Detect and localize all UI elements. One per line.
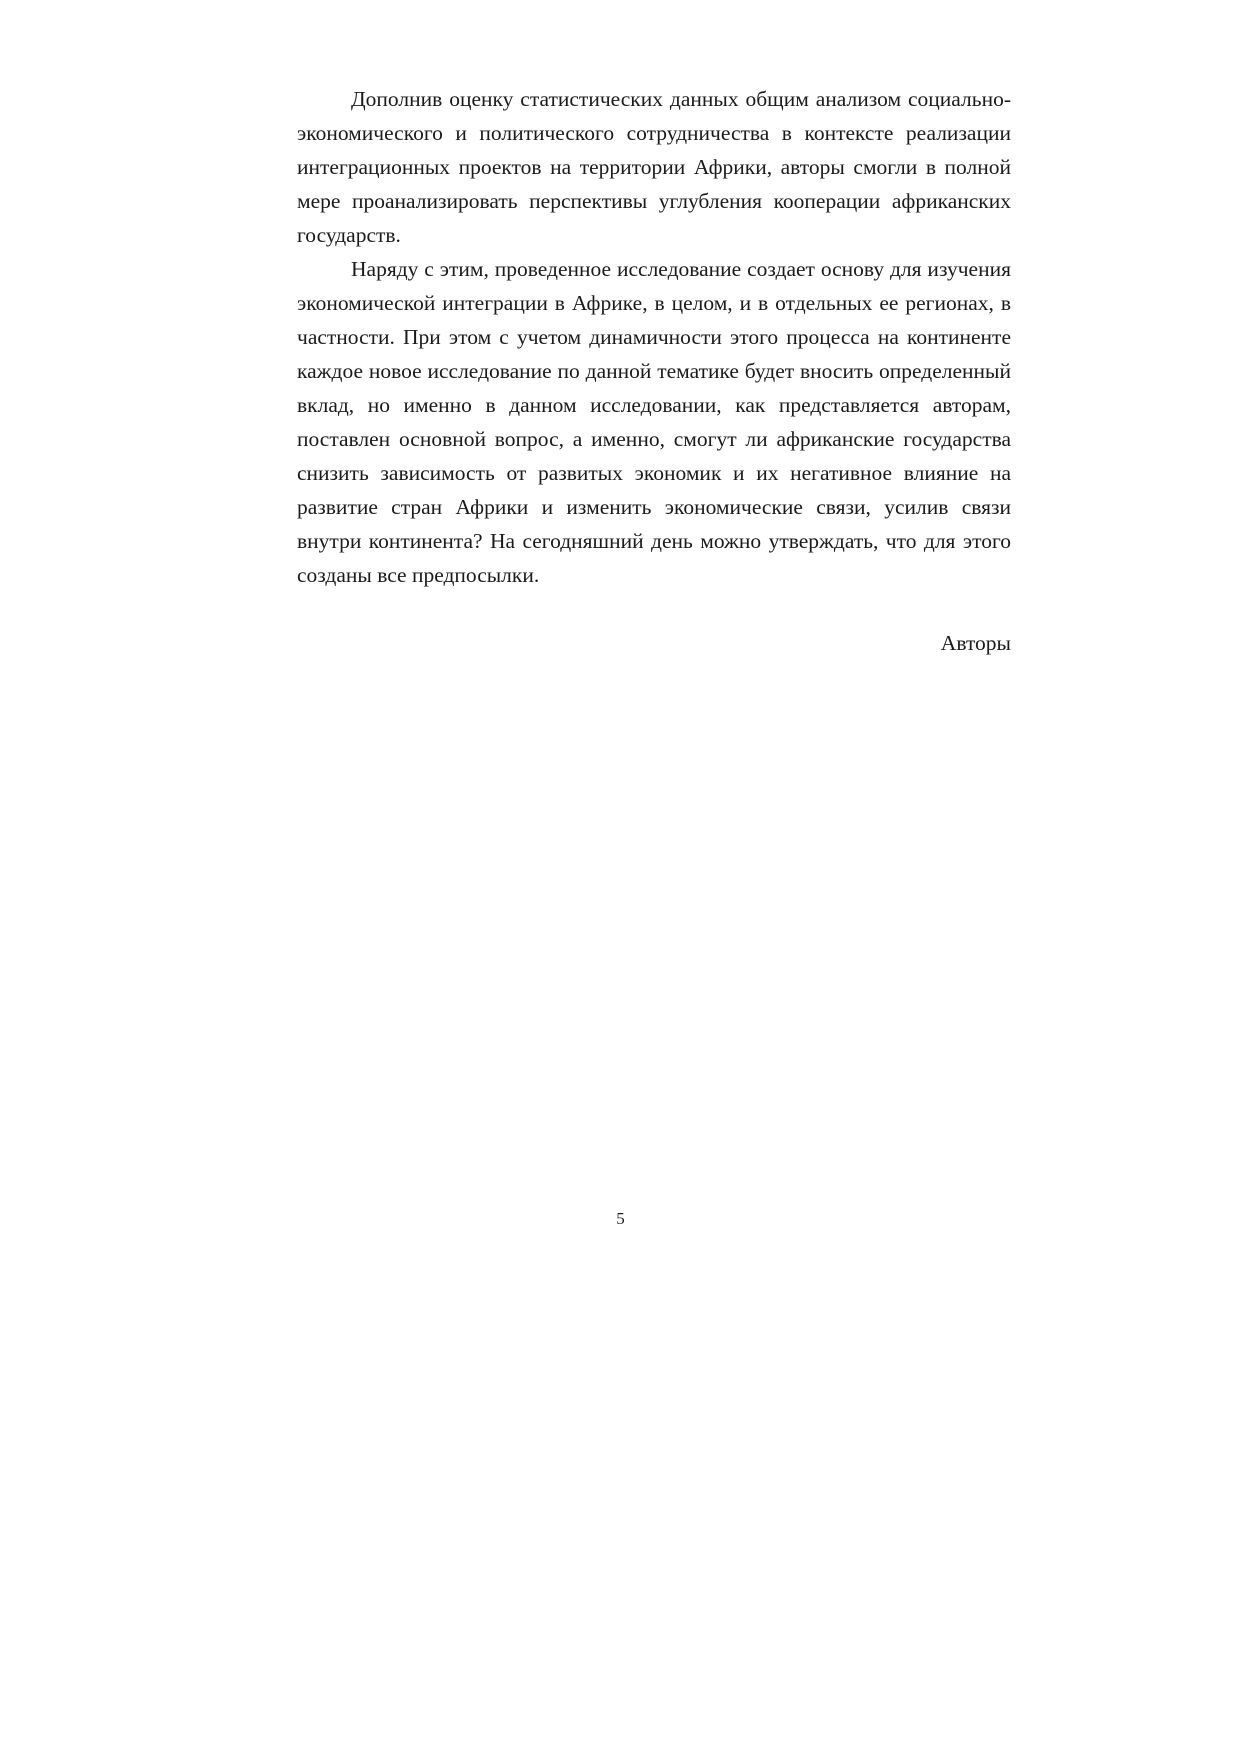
body-text — [297, 82, 1011, 660]
signature-authors: Авторы — [940, 631, 1011, 655]
paragraph-2: Наряду с этим, проведенное исследование создает основу для изучения экономической интеграции в Африке, в целом, и в отдельных ее регионах, в частности. При этом с учетом динамичности этого процесса на континенте каждое новое исследование по данной тематике будет вносить определенный вклад, но именно в данном исследовании, как представляется авторам, поставлен основной вопрос, а именно, смогут ли африканские государства снизить зависимость от развитых экономик и их негативное влияние на развитие стран Африки и изменить экономические связи, усилив связи внутри континента? На сегодняшний день можно утверждать, что для этого созданы все предпосылки. — [297, 257, 1011, 587]
page-number: 5 — [616, 1209, 625, 1228]
paragraph-1: Дополнив оценку статистических данных общим анализом социально-экономического и политического сотрудничества в контексте реализации интеграционных проектов на территории Африки, авторы смогли в полной мере проанализировать перспективы углубления кооперации африканских государств. — [297, 87, 1011, 247]
